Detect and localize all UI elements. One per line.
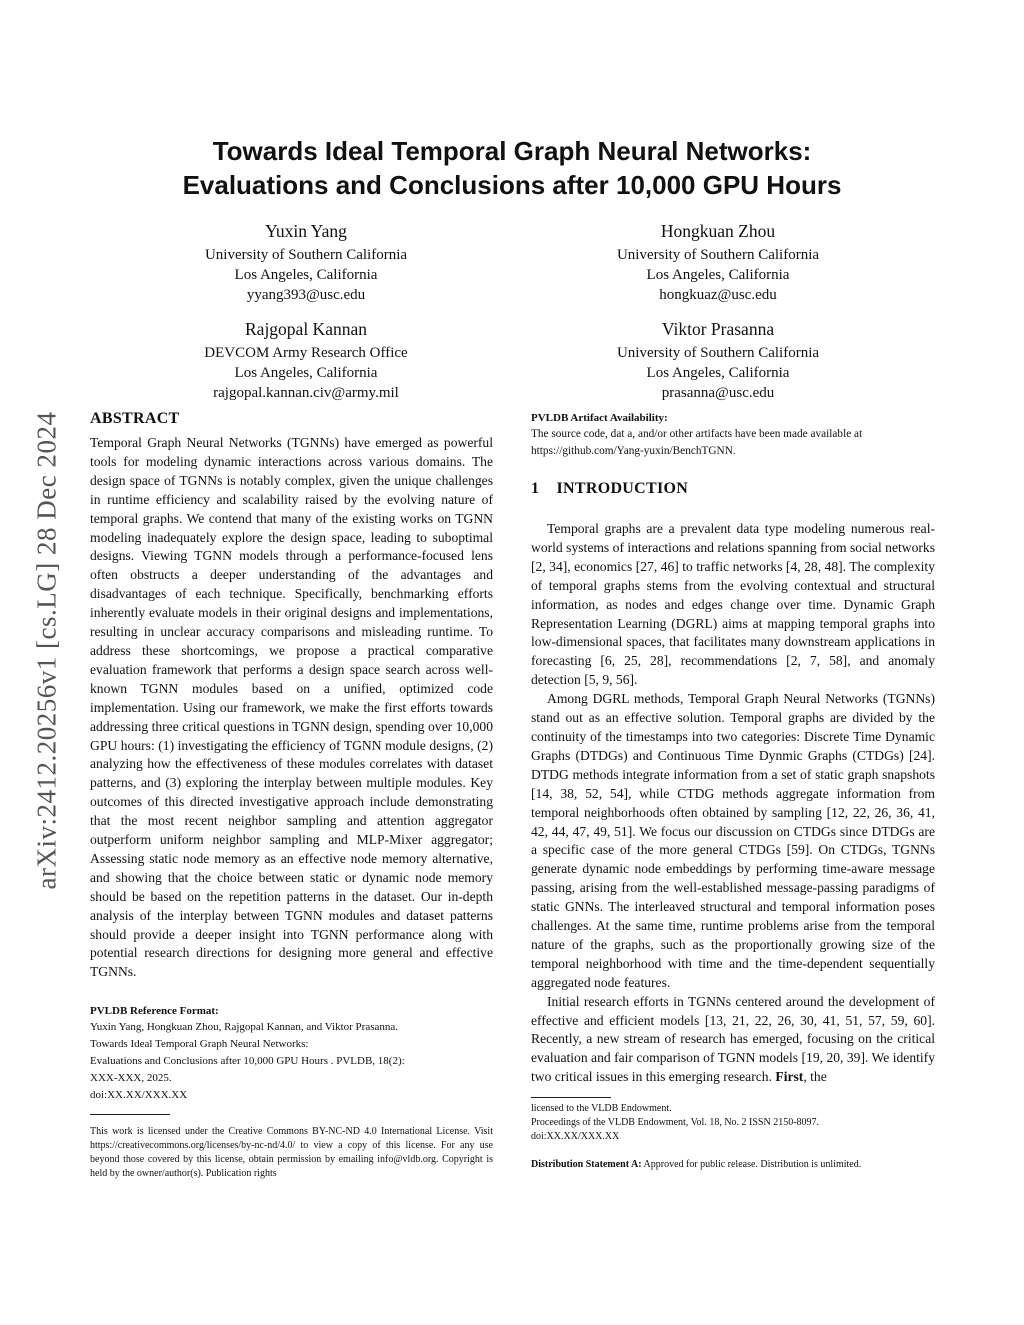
paper-title — [90, 134, 934, 202]
abstract-text: Temporal Graph Neural Networks (TGNNs) have emerged as powerful tools for modeling dynamic interactions across various domains. The design space of TGNNs is notably complex, given the unique challenges in runtime efficiency and scalability raised by the evolving nature of temporal graphs. We contend that many of the existing works on TGNN modeling inadequately explore the design space, leading to suboptimal designs. Viewing TGNN models through a performance-focused lens often obstructs a deeper understanding of the advantages and disadvantages of each technique. Specifically, benchmarking efforts inherently evaluate models in their original designs and implementations, resulting in unclear accuracy comparisons and misleading runtime. To address these shortcomings, we propose a practical comparative evaluation framework that performs a design space search across well-known TGNN modules based on a unified, optimized code implementation. Using our framework, we make the first efforts towards addressing three critical questions in TGNN design, spending over 10,000 GPU hours: (1) investigating the efficiency of TGNN module designs, (2) analyzing how the effectiveness of these modules correlates with dataset patterns, and (3) exploring the interplay between multiple modules. Key outcomes of this directed investigative approach include demonstrating that the most recent neighbor sampling and attention aggregator outperform uniform neighbor sampling and MLP-Mixer aggregator; Assessing static node memory as an effective node memory alternative, and showing that the choice between static or dynamic node memory should be based on the repetition patterns in the dataset. Our in-depth analysis of the interplay between TGNN modules and dataset patterns should provide a deeper insight into TGNN performance along with potential research directions for designing more general and effective TGNNs. — [90, 435, 493, 980]
reference-line: Evaluations and Conclusions after 10,000 GPU Hours . PVLDB, 18(2): — [90, 1055, 405, 1068]
author-block — [136, 318, 476, 403]
author-block — [548, 318, 888, 403]
vldb-footnote-line: Proceedings of the VLDB Endowment, Vol. 18, No. 2 ISSN 2150-8097. — [531, 1117, 820, 1129]
intro-paragraph-3-tail: , the — [803, 1069, 827, 1085]
artifact-heading: PVLDB Artifact Availability: — [531, 412, 668, 424]
author-email[interactable]: yyang393@usc.edu — [246, 287, 366, 303]
author-affiliation: University of Southern California — [204, 247, 408, 263]
author-affiliation: University of Southern California — [616, 345, 820, 361]
author-block — [136, 220, 476, 305]
distribution-text: Approved for public release. Distribution is unlimited. — [643, 1159, 862, 1171]
arxiv-id: arXiv:2412.20256v1 [cs.LG] 28 Dec 2024 — [31, 411, 62, 889]
artifact-link[interactable]: https://github.com/Yang-yuxin/BenchTGNN. — [531, 445, 736, 457]
artifact-text: The source code, dat a, and/or other artifacts have been made available at — [531, 428, 863, 440]
vldb-footnote-line: doi:XX.XX/XXX.XX — [531, 1131, 620, 1143]
abstract-heading: ABSTRACT — [90, 410, 180, 427]
intro-paragraph-3-text: Initial research efforts in TGNNs centered around the development of effective and efficient models [13, 21, 22, 26, 30, 41, 51, 57, 59, 60]. Recently, a new stream of research has emerged, focusing on the critical evaluation and fair comparison of TGNN models [19, 20, 39]. We identify two critical issues in this emerging research. — [531, 993, 935, 1085]
vldb-footnote — [531, 1102, 935, 1144]
reference-line: XXX-XXX, 2025. — [90, 1072, 172, 1085]
distribution-label: Distribution Statement A: — [531, 1159, 642, 1171]
author-email[interactable]: rajgopal.kannan.civ@army.mil — [213, 385, 399, 401]
author-affiliation: University of Southern California — [616, 247, 820, 263]
intro-paragraph-1: Temporal graphs are a prevalent data type modeling numerous real-world systems of interactions and relations spanning from social networks [2, 34], economics [27, 46] to traffic networks [4, 28, 48]. The complexity of temporal graphs stems from the evolving contextual and structural information, as nodes and edges change over time. Dynamic Graph Representation Learning (DGRL) aims at mapping temporal graphs into low-dimensional spaces, that facilitates many downstream applications in forecasting [6, 25, 28], recommendations [2, 7, 58], and anomaly detection [5, 9, 56]. — [531, 521, 935, 688]
vldb-footnote-line: licensed to the VLDB Endowment. — [531, 1103, 672, 1115]
author-location: Los Angeles, California — [234, 267, 378, 283]
license-footnote: This work is licensed under the Creative Commons BY-NC-ND 4.0 International License. Visit https://creativecommons.org/licenses/by-nc-nd/4.0/ to view a copy of this license. For any use beyond those covered by this license, obtain permission by emailing info@vldb.org. Copyright is held by the owner/author(s). Publication rights — [90, 1126, 493, 1180]
left-column — [90, 410, 493, 1181]
author-affiliation: DEVCOM Army Research Office — [204, 345, 408, 361]
reference-line: Towards Ideal Temporal Graph Neural Networks: — [90, 1038, 309, 1051]
introduction-heading: 1 INTRODUCTION — [531, 480, 689, 497]
title-line-2: Evaluations and Conclusions after 10,000 GPU Hours — [182, 170, 842, 200]
author-email[interactable]: prasanna@usc.edu — [661, 385, 775, 401]
author-location: Los Angeles, California — [646, 365, 790, 381]
footnote-rule — [531, 1097, 611, 1098]
right-column — [531, 412, 935, 1172]
reference-format — [90, 1005, 493, 1104]
author-name: Viktor Prasanna — [661, 319, 775, 339]
distribution-statement — [531, 1158, 935, 1172]
reference-format-heading: PVLDB Reference Format: — [90, 1005, 219, 1018]
footnote-rule — [90, 1114, 170, 1115]
reference-line: Yuxin Yang, Hongkuan Zhou, Rajgopal Kannan, and Viktor Prasanna. — [90, 1021, 399, 1034]
arxiv-sidebar — [22, 330, 72, 970]
author-name: Rajgopal Kannan — [245, 319, 367, 339]
author-block — [548, 220, 888, 305]
author-name: Hongkuan Zhou — [660, 221, 776, 241]
author-name: Yuxin Yang — [265, 221, 347, 241]
reference-line: doi:XX.XX/XXX.XX — [90, 1089, 188, 1102]
author-location: Los Angeles, California — [646, 267, 790, 283]
author-email[interactable]: hongkuaz@usc.edu — [659, 287, 777, 303]
intro-emphasis-first: First — [775, 1069, 804, 1085]
title-line-1: Towards Ideal Temporal Graph Neural Networks: — [212, 136, 812, 166]
author-location: Los Angeles, California — [234, 365, 378, 381]
intro-paragraph-2: Among DGRL methods, Temporal Graph Neural Networks (TGNNs) stand out as an effective solution. Temporal graphs are divided by the continuity of the timestamps into two categories: Discrete Time Dynamic Graphs (DTDGs) and Continuous Time Dynmic Graphs (CTDGs) [24]. DTDG methods integrate information from a set of static graph snapshots [14, 38, 52, 54], while CTDG methods aggregate information from temporal neighborhoods often obtained by sampling [12, 22, 26, 36, 41, 42, 44, 47, 49, 51]. We focus our discussion on CTDGs since DTDGs are a specific case of the more general CTDGs [59]. On CTDGs, TGNNs generate dynamic node embeddings by performing time-aware message passing, arising from the well-established message-passing paradigms of static GNNs. The interleaved structural and temporal information poses challenges. At the same time, runtime problems arise from the temporal nature of the graphs, such as the proportionally growing size of the temporal neighborhood with time and the time-dependent sequentially aggregated node features. — [531, 691, 935, 990]
intro-paragraph-3 — [531, 993, 935, 1088]
